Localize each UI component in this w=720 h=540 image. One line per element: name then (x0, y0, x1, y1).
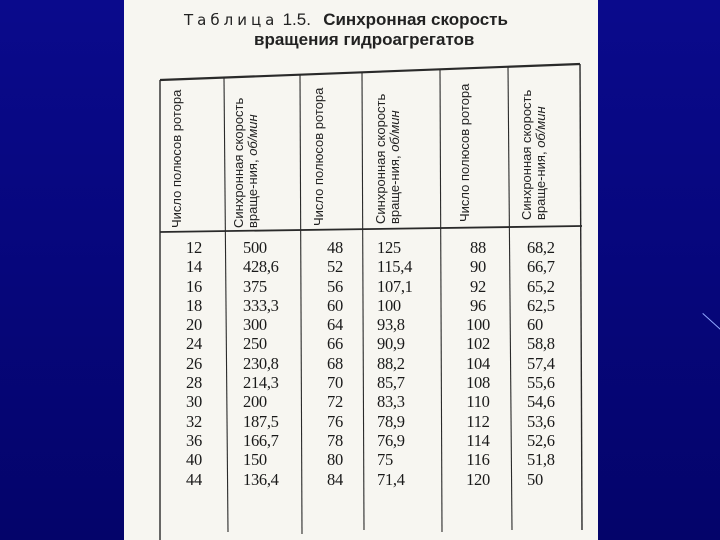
header-speed-1-text: Синхронная скорость враще-ния, (231, 97, 260, 228)
scanned-page (124, 0, 598, 540)
poles-cell: 16 (186, 276, 202, 296)
poles-cell: 88 (470, 238, 486, 257)
header-speed-1-unit: об/мин (245, 114, 260, 156)
speed-cell: 58,8 (527, 334, 555, 354)
speed-cell: 50 (527, 469, 543, 489)
col-divider-1 (224, 78, 228, 532)
poles-cell: 112 (466, 411, 490, 431)
table-number: 1.5. (282, 10, 311, 29)
speed-cell: 83,3 (377, 392, 405, 412)
speed-cell: 333,3 (243, 295, 279, 315)
speed-column-1 (243, 238, 299, 489)
poles-column-2 (320, 238, 350, 489)
speed-cell: 500 (243, 238, 267, 257)
speed-column-3 (527, 238, 577, 489)
header-poles-2 (312, 76, 342, 226)
col-divider-3 (362, 73, 364, 530)
poles-cell: 30 (186, 392, 202, 412)
speed-cell: 115,4 (377, 257, 413, 277)
speed-cell: 85,7 (377, 373, 405, 393)
poles-cell: 12 (186, 238, 202, 257)
speed-cell: 300 (243, 315, 267, 335)
poles-cell: 80 (327, 450, 343, 470)
speed-cell: 88,2 (377, 353, 405, 373)
poles-cell: 68 (327, 353, 343, 373)
speed-cell: 76,9 (377, 430, 405, 450)
speed-cell: 90,9 (377, 334, 405, 354)
poles-cell: 64 (327, 315, 343, 335)
speed-cell: 51,8 (527, 450, 555, 470)
speed-cell: 60 (527, 315, 543, 335)
col-divider-4 (440, 70, 442, 532)
poles-cell: 104 (466, 353, 490, 373)
header-speed-3 (520, 80, 570, 220)
title-line-2: вращения гидроагрегатов (254, 30, 475, 49)
poles-cell: 76 (327, 411, 343, 431)
col-divider-2 (300, 75, 302, 534)
speed-cell: 65,2 (527, 276, 555, 296)
poles-cell: 32 (186, 411, 202, 431)
header-speed-3-text: Синхронная скорость враще-ния, (519, 89, 548, 220)
speed-cell: 57,4 (527, 353, 555, 373)
header-speed-3-unit: об/мин (533, 106, 548, 148)
header-poles-2-text: Число полюсов ротора (311, 87, 326, 226)
speed-cell: 100 (377, 295, 401, 315)
poles-cell: 14 (186, 257, 202, 277)
poles-cell: 28 (186, 373, 202, 393)
speed-cell: 250 (243, 334, 267, 354)
poles-cell: 96 (470, 295, 486, 315)
speed-cell: 54,6 (527, 392, 555, 412)
poles-cell: 26 (186, 353, 202, 373)
slide-decoration-line (702, 313, 720, 332)
header-speed-1 (232, 88, 282, 228)
poles-cell: 70 (327, 373, 343, 393)
speed-cell: 78,9 (377, 411, 405, 431)
poles-cell: 18 (186, 295, 202, 315)
poles-cell: 84 (327, 469, 343, 489)
col-divider-5 (508, 67, 512, 530)
title-line-1: Синхронная скорость (323, 10, 508, 29)
poles-cell: 56 (327, 276, 343, 296)
table-top-border (160, 64, 580, 80)
header-divider (160, 226, 582, 232)
poles-column-1 (179, 238, 209, 489)
poles-column-3 (458, 238, 498, 489)
poles-cell: 110 (466, 392, 490, 412)
poles-cell: 66 (327, 334, 343, 354)
poles-cell: 48 (327, 238, 343, 257)
header-poles-3 (458, 72, 488, 222)
speed-cell: 75 (377, 450, 393, 470)
poles-cell: 20 (186, 315, 202, 335)
poles-cell: 102 (466, 334, 490, 354)
speed-cell: 68,2 (527, 238, 555, 257)
speed-cell: 166,7 (243, 430, 279, 450)
speed-cell: 428,6 (243, 257, 279, 277)
header-speed-2-unit: об/мин (387, 110, 402, 152)
speed-cell: 230,8 (243, 353, 279, 373)
table-label: Таблица (184, 11, 279, 29)
speed-cell: 136,4 (243, 469, 279, 489)
speed-cell: 55,6 (527, 373, 555, 393)
header-speed-2-text: Синхронная скорость враще-ния, (373, 93, 402, 224)
speed-cell: 53,6 (527, 411, 555, 431)
poles-cell: 120 (466, 469, 490, 489)
speed-cell: 107,1 (377, 276, 413, 296)
speed-cell: 93,8 (377, 315, 405, 335)
speed-cell: 214,3 (243, 373, 279, 393)
speed-cell: 375 (243, 276, 267, 296)
speed-cell: 200 (243, 392, 267, 412)
poles-cell: 24 (186, 334, 202, 354)
poles-cell: 36 (186, 430, 202, 450)
header-speed-2 (374, 84, 424, 224)
speed-column-2 (377, 238, 433, 489)
poles-cell: 72 (327, 392, 343, 412)
right-border (580, 64, 582, 530)
poles-cell: 60 (327, 295, 343, 315)
poles-cell: 116 (466, 450, 490, 470)
poles-cell: 52 (327, 257, 343, 277)
speed-cell: 62,5 (527, 295, 555, 315)
speed-cell: 52,6 (527, 430, 555, 450)
header-poles-1-text: Число полюсов ротора (169, 89, 184, 228)
speed-cell: 150 (243, 450, 267, 470)
poles-cell: 40 (186, 450, 202, 470)
header-poles-3-text: Число полюсов ротора (457, 83, 472, 222)
poles-cell: 114 (466, 430, 490, 450)
speed-cell: 125 (377, 238, 401, 257)
speed-cell: 187,5 (243, 411, 279, 431)
speed-cell: 66,7 (527, 257, 555, 277)
poles-cell: 44 (186, 469, 202, 489)
poles-cell: 100 (466, 315, 490, 335)
header-poles-1 (170, 78, 200, 228)
poles-cell: 90 (470, 257, 486, 277)
speed-cell: 71,4 (377, 469, 405, 489)
poles-cell: 108 (466, 373, 490, 393)
poles-cell: 92 (470, 276, 486, 296)
poles-cell: 78 (327, 430, 343, 450)
